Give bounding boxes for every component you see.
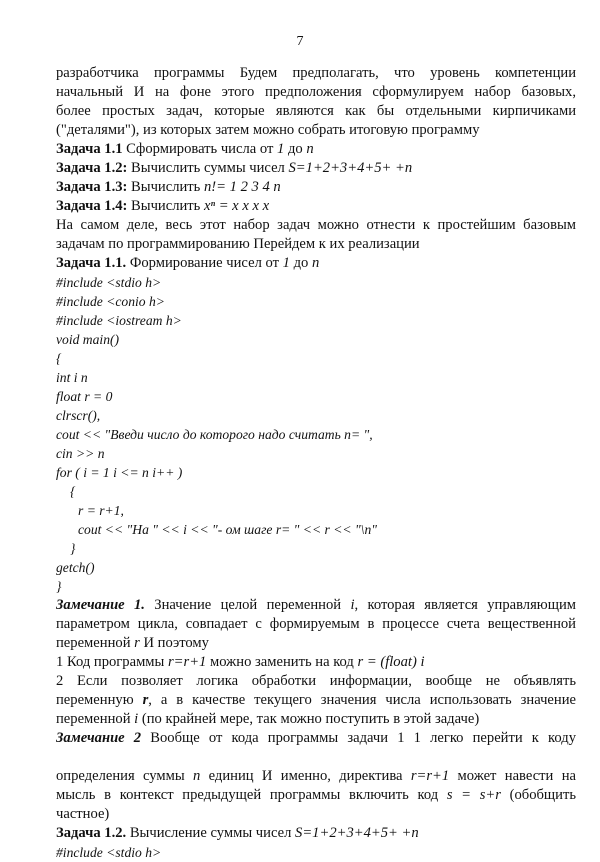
note-var: i	[350, 597, 355, 613]
task-1-2	[56, 159, 576, 178]
inline-code: s = s+r	[446, 787, 501, 803]
code-line: getch()	[56, 560, 95, 575]
list-var: r	[142, 692, 149, 708]
note-text: Вообще от кода программы задачи 1 1 легко перейти к коду	[141, 730, 576, 746]
task-formula: S=1+2+3+4+5+ +n	[288, 160, 413, 176]
section-heading-1-2	[56, 824, 576, 843]
note-2-line	[56, 729, 576, 748]
task-1-4	[56, 197, 576, 216]
note-1-line: параметром цикла, совпадает с формируемым в процессе счета вещественной	[56, 616, 576, 632]
code-line: #include <stdio h>	[56, 275, 162, 290]
section-label: Задача 1.1.	[56, 255, 127, 271]
code-line: #include <stdio h>	[56, 845, 162, 860]
paragraph-line: На самом деле, весь этот набор задач можно отнести к простейшим базовым	[56, 217, 576, 233]
note-text: мысль в контекст предыдущей программы включить код	[56, 787, 447, 803]
code-line: {	[56, 351, 62, 366]
code-line: void main()	[56, 332, 120, 347]
code-line: clrscr(),	[56, 408, 101, 423]
code-line: #include <iostream h>	[56, 313, 182, 328]
note-text: Значение целой переменной	[144, 597, 351, 613]
note-label: Замечание 2	[56, 730, 142, 746]
code-line: #include <conio h>	[56, 294, 165, 309]
note-2-line	[56, 786, 576, 805]
task-label: Задача 1.1	[56, 141, 123, 157]
page-number: 7	[296, 34, 304, 49]
note-text: (обобщить	[500, 787, 576, 803]
intro-line: начальный И на фоне этого предположения сформулируем набор базовых,	[56, 84, 576, 100]
task-label: Задача 1.2:	[56, 160, 128, 176]
list-item-2-line	[56, 691, 576, 710]
task-1-3	[56, 178, 576, 197]
list-var: i	[134, 711, 139, 727]
paragraph-line: задачам по программированию Перейдем к их реализации	[56, 236, 420, 252]
note-var: r	[134, 635, 140, 651]
list-item-2-line	[56, 710, 576, 729]
inline-code: r=r+1	[168, 654, 207, 670]
note-text: , которая является управляющим	[354, 597, 576, 613]
intro-line: разработчика программы Будем предполагать, что уровень компетенции	[56, 65, 576, 81]
task-var: 1	[277, 141, 285, 157]
section-var: 1	[282, 255, 290, 271]
intro-line: более простых задач, которые являются как бы отдельными кирпичиками	[56, 103, 576, 119]
task-text: Вычислить суммы чисел	[127, 160, 289, 176]
task-text: Вычислить	[127, 198, 204, 214]
note-2-line: частное)	[56, 806, 110, 822]
note-2-line	[56, 767, 576, 786]
code-listing	[56, 273, 576, 596]
task-label: Задача 1.4:	[56, 198, 128, 214]
section-var: n	[311, 255, 320, 271]
code-line: cin >> n	[56, 446, 105, 461]
code-line: float r = 0	[56, 389, 113, 404]
list-text: 1 Код программы	[56, 654, 168, 670]
note-text: переменной	[56, 635, 135, 651]
list-text: можно заменить на код	[206, 654, 358, 670]
page-content	[56, 64, 576, 862]
task-var: n	[306, 141, 314, 157]
note-text: И поэтому	[139, 635, 209, 651]
note-text: единиц И именно, директива	[200, 768, 411, 784]
note-text: может навести на	[449, 768, 576, 784]
section-text: Вычисление суммы чисел	[126, 825, 296, 841]
code-line: cout << "На " << i << "- ом шаге r= " << r << "\n"	[78, 522, 377, 537]
list-text: переменной	[56, 711, 135, 727]
code-line: {	[70, 484, 76, 499]
section-formula: S=1+2+3+4+5+ +n	[295, 825, 419, 841]
inline-code: r=r+1	[410, 768, 450, 784]
section-label: Задача 1.2.	[56, 825, 127, 841]
list-item-2: 2 Если позволяет логика обработки информации, вообще не объявлять	[56, 673, 576, 689]
code-line: }	[56, 579, 62, 594]
inline-code: r = (float) i	[357, 654, 425, 670]
note-1-line	[56, 596, 576, 615]
note-label: Замечание 1.	[56, 597, 145, 613]
task-label: Задача 1.3:	[56, 179, 128, 195]
note-var: n	[193, 768, 201, 784]
list-text: переменную	[56, 692, 143, 708]
section-heading-1-1	[56, 254, 576, 273]
task-formula: n!= 1 2 3 4 n	[203, 179, 281, 195]
list-text: (по крайней мере, так можно поступить в этой задаче)	[138, 711, 480, 727]
section-text: до	[289, 255, 312, 271]
section-text: Формирование чисел от	[126, 255, 283, 271]
task-1-1	[56, 140, 576, 159]
task-text: Сформировать числа от	[122, 141, 278, 157]
code-line: for ( i = 1 i <= n i++ )	[56, 465, 183, 480]
list-text: , а в качестве текущего значения числа использовать значение	[148, 692, 576, 708]
note-text: определения суммы	[56, 768, 194, 784]
code-line: r = r+1,	[78, 503, 124, 518]
code-line: int i n	[56, 370, 88, 385]
code-line: cout << "Введи число до которого надо считать n= ",	[56, 427, 373, 442]
task-text: Вычислить	[127, 179, 204, 195]
note-2-line	[56, 748, 576, 767]
code-line: }	[70, 541, 76, 556]
intro-line: ("деталями"), из которых затем можно собрать итоговую программу	[56, 122, 480, 138]
task-text: до	[284, 141, 307, 157]
list-item-1	[56, 653, 576, 672]
task-formula: xⁿ = x x x x	[203, 198, 270, 214]
note-1-line	[56, 634, 576, 653]
